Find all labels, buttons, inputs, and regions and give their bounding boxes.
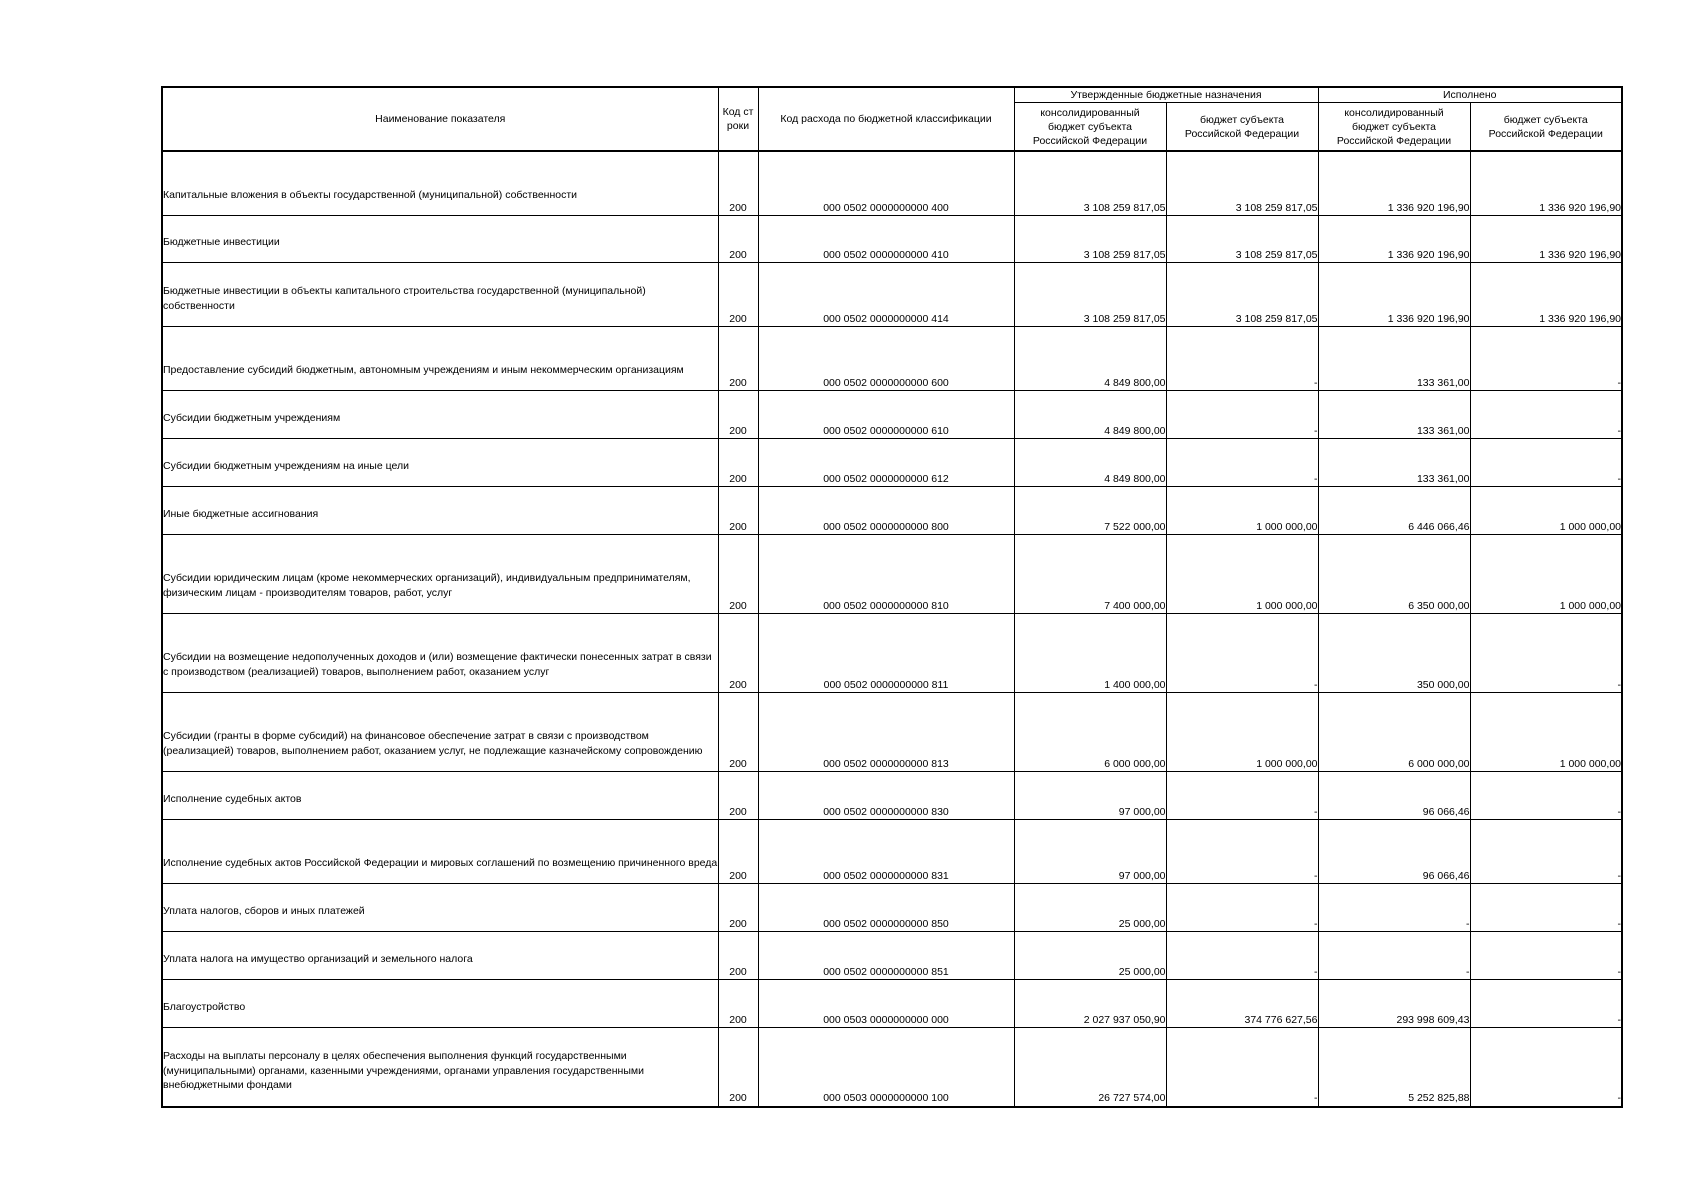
indicator-name-cell [162, 1028, 718, 1107]
approved-consolidated-cell: 4 849 800,00 [1014, 391, 1166, 439]
indicator-name-cell-text: Исполнение судебных актов Российской Федерации и мировых соглашений по возмещению причиненного вреда [163, 856, 718, 869]
table-row [162, 932, 1622, 980]
approved-subject-cell: - [1166, 614, 1318, 693]
table-row [162, 535, 1622, 614]
executed-subject-cell: - [1470, 391, 1622, 439]
header-approved-consolidated: консолидированный бюджет субъекта Российской Федерации [1014, 103, 1166, 151]
executed-consolidated-cell: 1 336 920 196,90 [1318, 152, 1470, 216]
line-code-cell: 200 [718, 487, 758, 535]
table-row [162, 820, 1622, 884]
indicator-name-cell-text: Субсидии на возмещение недополученных доходов и (или) возмещение фактически понесенных затрат в связи с производством (реализацией) товаров, выполнением работ, оказанием услуг [163, 651, 712, 678]
line-code-cell: 200 [718, 980, 758, 1028]
approved-consolidated-cell: 1 400 000,00 [1014, 614, 1166, 693]
approved-subject-cell: 1 000 000,00 [1166, 487, 1318, 535]
expense-code-cell: 000 0502 0000000000 850 [758, 884, 1014, 932]
indicator-name-cell [162, 772, 718, 820]
executed-consolidated-cell: 133 361,00 [1318, 327, 1470, 391]
executed-consolidated-cell: 6 446 066,46 [1318, 487, 1470, 535]
executed-consolidated-cell: 6 000 000,00 [1318, 693, 1470, 772]
table-row [162, 152, 1622, 216]
approved-subject-cell: 1 000 000,00 [1166, 693, 1318, 772]
table-row [162, 772, 1622, 820]
indicator-name-cell [162, 535, 718, 614]
executed-consolidated-cell: 96 066,46 [1318, 772, 1470, 820]
expense-code-cell: 000 0502 0000000000 813 [758, 693, 1014, 772]
approved-consolidated-cell: 7 400 000,00 [1014, 535, 1166, 614]
approved-consolidated-cell: 97 000,00 [1014, 772, 1166, 820]
approved-subject-cell: - [1166, 439, 1318, 487]
indicator-name-cell-text: Иные бюджетные ассигнования [163, 507, 319, 520]
executed-consolidated-cell: 293 998 609,43 [1318, 980, 1470, 1028]
expense-code-cell: 000 0503 0000000000 100 [758, 1028, 1014, 1107]
expense-code-cell: 000 0502 0000000000 800 [758, 487, 1014, 535]
executed-consolidated-cell: 1 336 920 196,90 [1318, 216, 1470, 263]
executed-subject-cell: - [1470, 980, 1622, 1028]
expense-code-cell: 000 0502 0000000000 400 [758, 152, 1014, 216]
expense-code-cell: 000 0502 0000000000 610 [758, 391, 1014, 439]
executed-subject-cell: 1 000 000,00 [1470, 693, 1622, 772]
executed-subject-cell: - [1470, 614, 1622, 693]
approved-subject-cell: - [1166, 820, 1318, 884]
expense-code-cell: 000 0502 0000000000 612 [758, 439, 1014, 487]
indicator-name-cell-text: Бюджетные инвестиции в объекты капитального строительства государственной (муниципальной) собственности [163, 285, 646, 312]
indicator-name-cell [162, 327, 718, 391]
executed-consolidated-cell: 133 361,00 [1318, 439, 1470, 487]
expense-code-cell: 000 0502 0000000000 600 [758, 327, 1014, 391]
approved-consolidated-cell: 26 727 574,00 [1014, 1028, 1166, 1107]
expense-code-cell: 000 0502 0000000000 830 [758, 772, 1014, 820]
line-code-cell: 200 [718, 614, 758, 693]
indicator-name-cell-text: Субсидии бюджетным учреждениям [163, 411, 341, 424]
executed-subject-cell: - [1470, 820, 1622, 884]
approved-subject-cell: - [1166, 772, 1318, 820]
expense-code-cell: 000 0502 0000000000 851 [758, 932, 1014, 980]
approved-consolidated-cell: 97 000,00 [1014, 820, 1166, 884]
indicator-name-cell-text: Субсидии бюджетным учреждениям на иные цели [163, 459, 409, 472]
line-code-cell: 200 [718, 693, 758, 772]
expense-code-cell: 000 0502 0000000000 811 [758, 614, 1014, 693]
executed-subject-cell: 1 336 920 196,90 [1470, 216, 1622, 263]
approved-consolidated-cell: 2 027 937 050,90 [1014, 980, 1166, 1028]
indicator-name-cell [162, 263, 718, 327]
indicator-name-cell [162, 614, 718, 693]
executed-consolidated-cell: 96 066,46 [1318, 820, 1470, 884]
approved-consolidated-cell: 25 000,00 [1014, 932, 1166, 980]
approved-consolidated-cell: 3 108 259 817,05 [1014, 216, 1166, 263]
line-code-cell: 200 [718, 820, 758, 884]
header-line-code: Код строки [718, 87, 758, 151]
executed-subject-cell: 1 336 920 196,90 [1470, 263, 1622, 327]
indicator-name-cell-text: Предоставление субсидий бюджетным, автономным учреждениям и иным некоммерческим организациям [163, 363, 684, 376]
indicator-name-cell-text: Субсидии юридическим лицам (кроме некоммерческих организаций), индивидуальным предпринимателям, физическим лицам - производителям товаров, работ, услуг [163, 572, 691, 599]
line-code-cell: 200 [718, 216, 758, 263]
indicator-name-cell-text: Уплата налогов, сборов и иных платежей [163, 904, 365, 917]
approved-consolidated-cell: 7 522 000,00 [1014, 487, 1166, 535]
approved-consolidated-cell: 3 108 259 817,05 [1014, 152, 1166, 216]
table-row [162, 263, 1622, 327]
indicator-name-cell-text: Субсидии (гранты в форме субсидий) на финансовое обеспечение затрат в связи с производством (реализацией) товаров, выполнением работ, оказанием услуг, не подлежащие казначейскому сопровождению [163, 730, 703, 757]
table-row [162, 391, 1622, 439]
indicator-name-cell [162, 884, 718, 932]
executed-subject-cell: 1 000 000,00 [1470, 535, 1622, 614]
executed-subject-cell: 1 336 920 196,90 [1470, 152, 1622, 216]
line-code-cell: 200 [718, 391, 758, 439]
executed-subject-cell: - [1470, 884, 1622, 932]
executed-subject-cell: - [1470, 1028, 1622, 1107]
approved-subject-cell: - [1166, 884, 1318, 932]
indicator-name-cell-text: Исполнение судебных актов [163, 792, 302, 805]
line-code-cell: 200 [718, 535, 758, 614]
executed-consolidated-cell: 1 336 920 196,90 [1318, 263, 1470, 327]
approved-subject-cell: - [1166, 327, 1318, 391]
executed-subject-cell: - [1470, 439, 1622, 487]
expense-code-cell: 000 0503 0000000000 000 [758, 980, 1014, 1028]
table-row [162, 884, 1622, 932]
indicator-name-cell [162, 820, 718, 884]
executed-consolidated-cell: 350 000,00 [1318, 614, 1470, 693]
executed-subject-cell: - [1470, 772, 1622, 820]
indicator-name-cell [162, 487, 718, 535]
header-indicator-name: Наименование показателя [162, 87, 718, 151]
expense-code-cell: 000 0502 0000000000 414 [758, 263, 1014, 327]
indicator-name-cell-text: Уплата налога на имущество организаций и земельного налога [163, 952, 473, 965]
executed-consolidated-cell: 6 350 000,00 [1318, 535, 1470, 614]
executed-subject-cell: - [1470, 932, 1622, 980]
indicator-name-cell-text: Благоустройство [163, 1000, 246, 1013]
report-sheet [161, 86, 1623, 1108]
header-expense-code: Код расхода по бюджетной классификации [758, 87, 1014, 151]
table-row [162, 439, 1622, 487]
table-body [162, 152, 1622, 1107]
indicator-name-cell [162, 439, 718, 487]
line-code-cell: 200 [718, 1028, 758, 1107]
header-executed-group: Исполнено [1318, 87, 1622, 103]
header-executed-consolidated: консолидированный бюджет субъекта Российской Федерации [1318, 103, 1470, 151]
expense-code-cell: 000 0502 0000000000 410 [758, 216, 1014, 263]
executed-consolidated-cell: - [1318, 884, 1470, 932]
indicator-name-cell [162, 216, 718, 263]
line-code-cell: 200 [718, 439, 758, 487]
approved-consolidated-cell: 3 108 259 817,05 [1014, 263, 1166, 327]
header-approved-group: Утвержденные бюджетные назначения [1014, 87, 1318, 103]
approved-subject-cell: 3 108 259 817,05 [1166, 152, 1318, 216]
indicator-name-cell [162, 391, 718, 439]
expenditure-table [161, 86, 1623, 1108]
line-code-cell: 200 [718, 263, 758, 327]
line-code-cell: 200 [718, 884, 758, 932]
approved-consolidated-cell: 4 849 800,00 [1014, 439, 1166, 487]
table-row [162, 980, 1622, 1028]
expense-code-cell: 000 0502 0000000000 831 [758, 820, 1014, 884]
executed-subject-cell: 1 000 000,00 [1470, 487, 1622, 535]
indicator-name-cell-text: Капитальные вложения в объекты государственной (муниципальной) собственности [163, 188, 578, 201]
line-code-cell: 200 [718, 932, 758, 980]
table-row [162, 327, 1622, 391]
approved-subject-cell: - [1166, 932, 1318, 980]
approved-consolidated-cell: 25 000,00 [1014, 884, 1166, 932]
table-row [162, 614, 1622, 693]
approved-subject-cell: 374 776 627,56 [1166, 980, 1318, 1028]
table-row [162, 216, 1622, 263]
executed-consolidated-cell: 133 361,00 [1318, 391, 1470, 439]
approved-subject-cell: - [1166, 1028, 1318, 1107]
indicator-name-cell-text: Расходы на выплаты персоналу в целях обеспечения выполнения функций государственными (муниципальными) органами, казенными учреждениями, органами управления государственными внебюджетными фондами [163, 1050, 644, 1091]
indicator-name-cell-text: Бюджетные инвестиции [163, 235, 280, 248]
approved-subject-cell: 3 108 259 817,05 [1166, 263, 1318, 327]
executed-subject-cell: - [1470, 327, 1622, 391]
indicator-name-cell [162, 980, 718, 1028]
indicator-name-cell [162, 152, 718, 216]
indicator-name-cell [162, 693, 718, 772]
line-code-cell: 200 [718, 772, 758, 820]
approved-subject-cell: 3 108 259 817,05 [1166, 216, 1318, 263]
approved-consolidated-cell: 6 000 000,00 [1014, 693, 1166, 772]
table-row [162, 487, 1622, 535]
line-code-cell: 200 [718, 327, 758, 391]
table-row [162, 693, 1622, 772]
table-row [162, 1028, 1622, 1107]
executed-consolidated-cell: - [1318, 932, 1470, 980]
indicator-name-cell [162, 932, 718, 980]
header-approved-subject: бюджет субъекта Российской Федерации [1166, 103, 1318, 151]
approved-subject-cell: - [1166, 391, 1318, 439]
approved-subject-cell: 1 000 000,00 [1166, 535, 1318, 614]
line-code-cell: 200 [718, 152, 758, 216]
executed-consolidated-cell: 5 252 825,88 [1318, 1028, 1470, 1107]
approved-consolidated-cell: 4 849 800,00 [1014, 327, 1166, 391]
expense-code-cell: 000 0502 0000000000 810 [758, 535, 1014, 614]
header-executed-subject: бюджет субъекта Российской Федерации [1470, 103, 1622, 151]
